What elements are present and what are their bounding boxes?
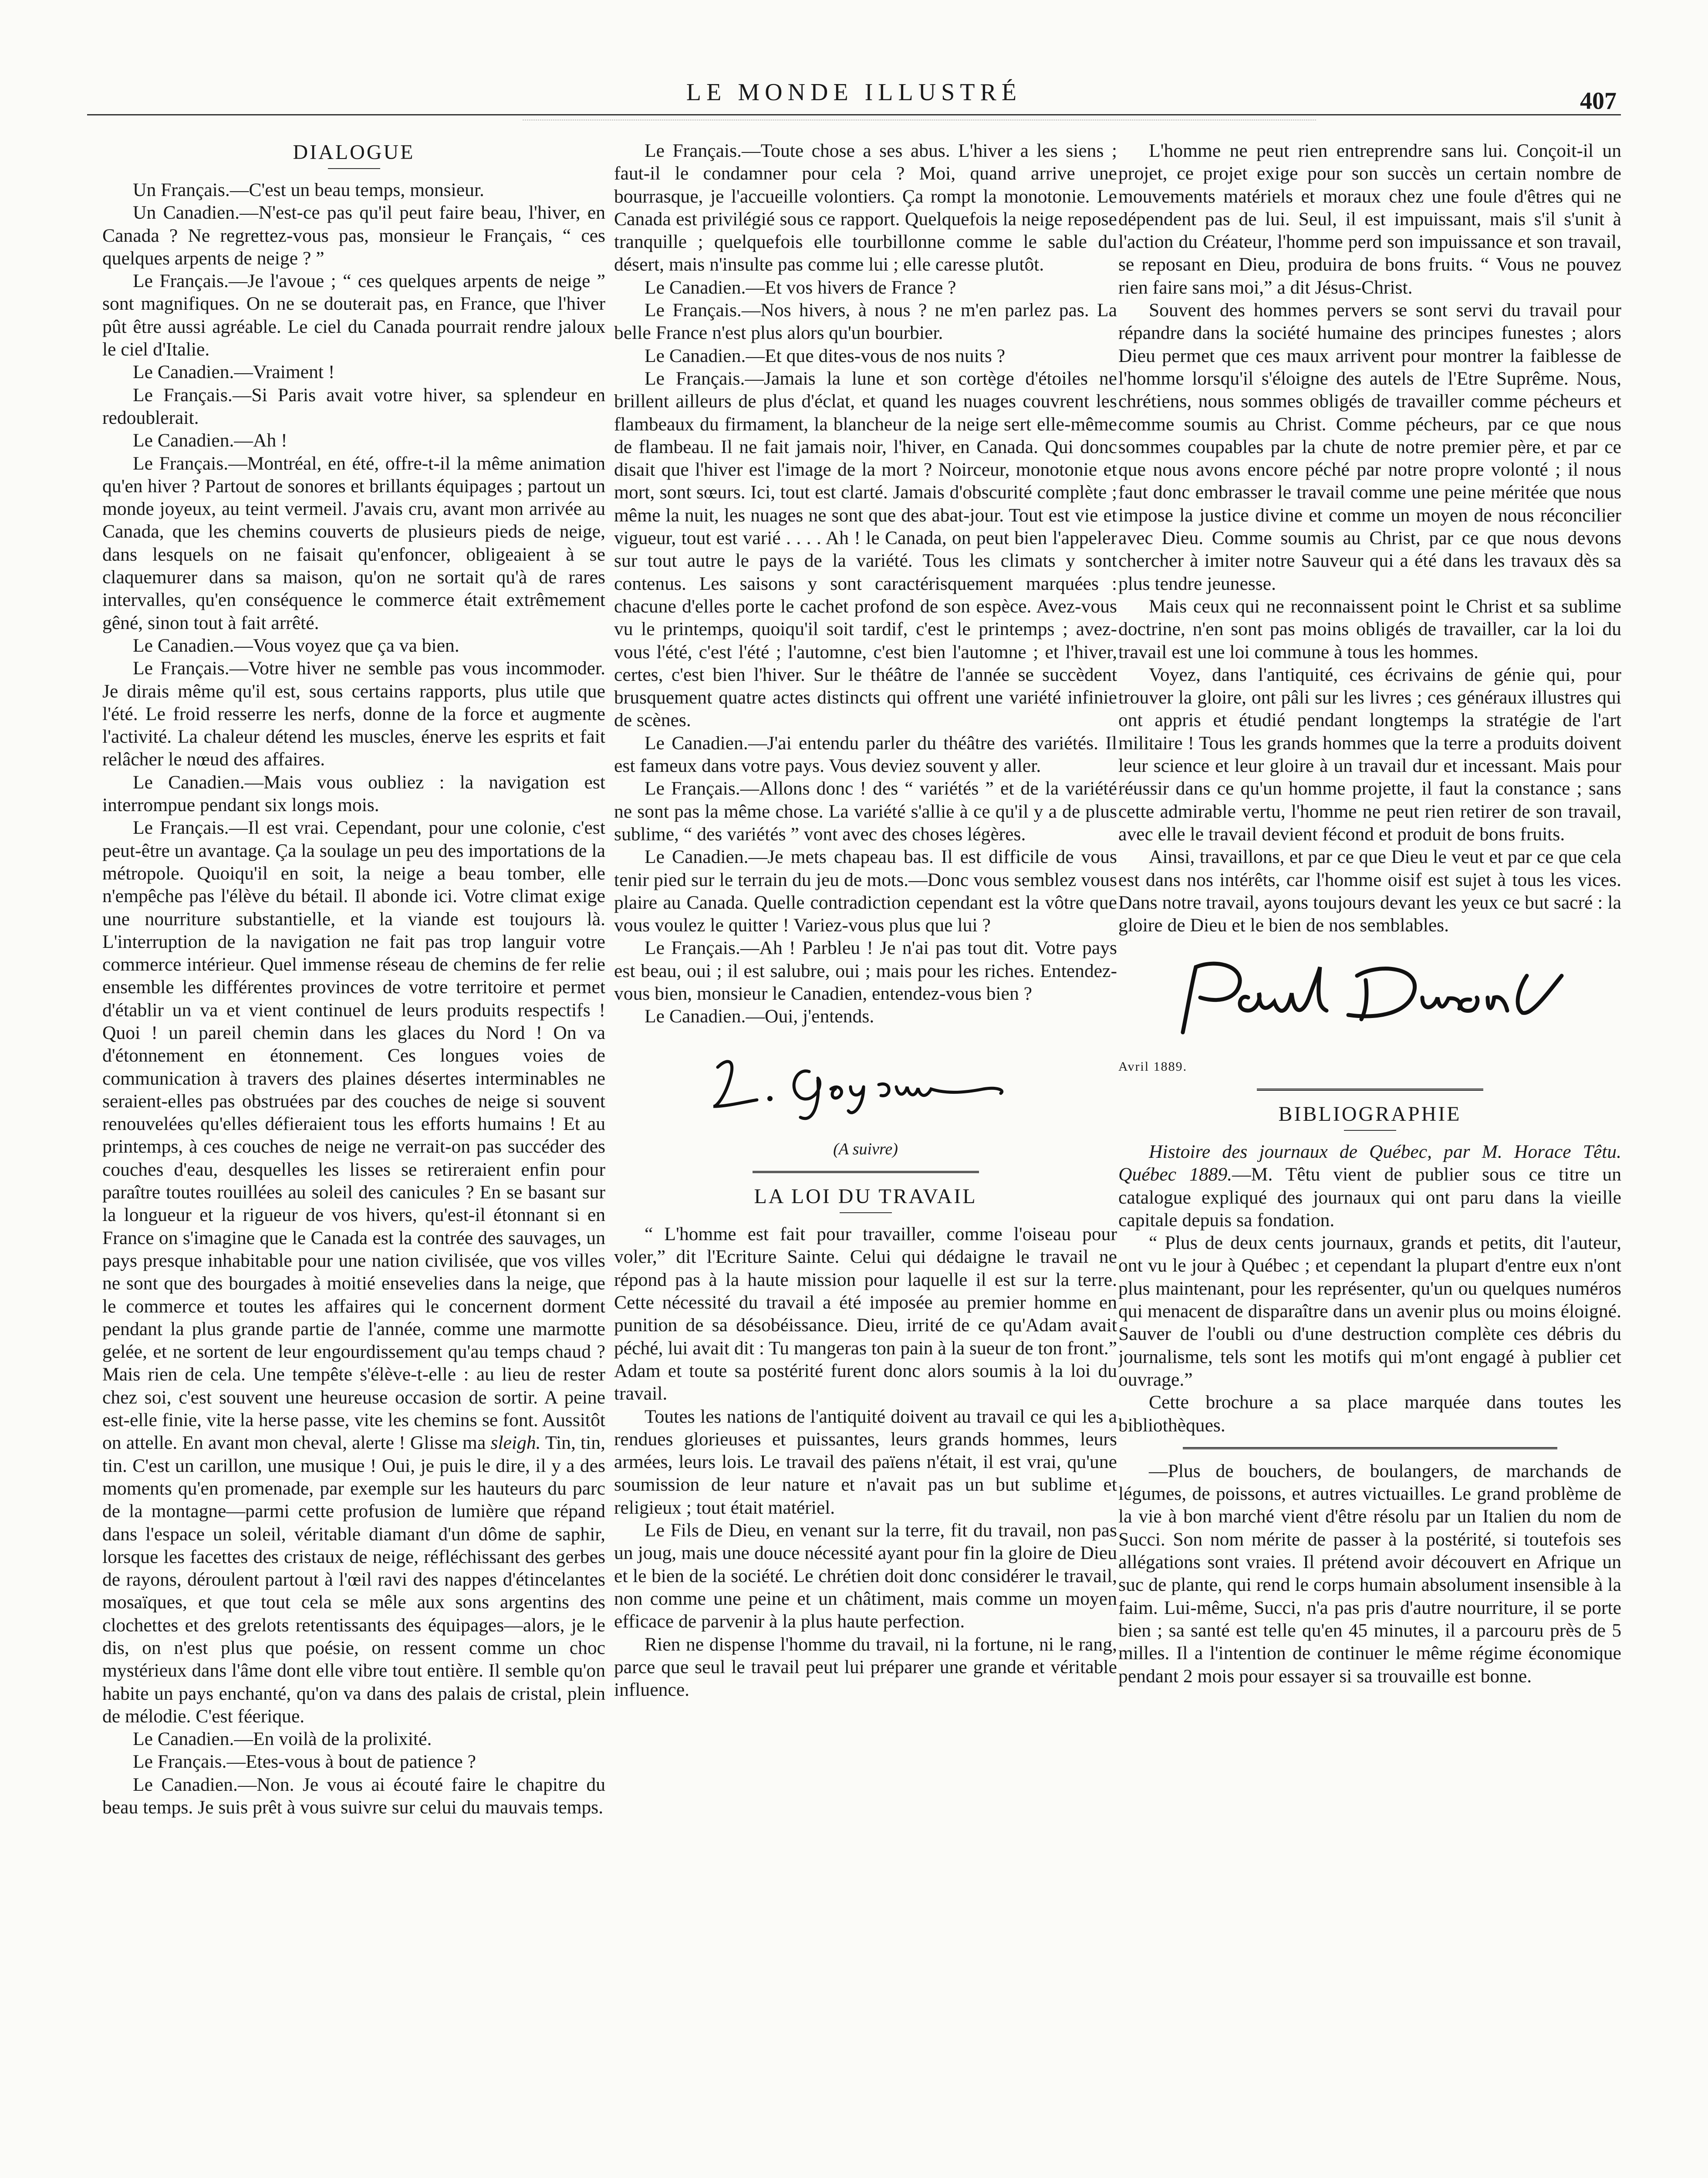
gougeon-signature-image [700, 1041, 1031, 1128]
loi-paragraph: “ L'homme est fait pour travailler, comme l'oiseau pour voler,” dit l'Ecriture Sainte. Celui qui dédaigne le travail ne répond pas à la haute mission pour laquelle il est sur la terre. Cette nécessité du travail a été imposée au premier homme en punition de sa désobéissance. Dieu, irrité de ce qu'Adam avait péché, lui avait dit : Tu mangeras ton pain à la sueur de ton front.” Adam et toute sa postérité furent donc alors soumis à la loi du travail. [614, 1224, 1117, 1404]
page-number: 407 [1580, 88, 1617, 115]
dialogue-paragraph: Le Canadien.—Mais vous oubliez : la navigation est interrompue pendant six longs mois. [102, 771, 605, 816]
loi-title: LA LOI DU TRAVAIL [754, 1185, 977, 1208]
dialogue-paragraph: Le Français.—Jamais la lune et son cortège d'étoiles ne brillent ailleurs de plus d'éclat, et quand les nuages couvrent les flambeaux du firmament, la blancheur de la neige sert elle-même de flambeau. Il ne fait jamais noir, l'hiver, en Canada. Qui donc disait que l'hiver est l'image de la mort ? Noirceur, monotonie et mort, sont sœurs. Ici, tout est clarté. Jamais d'obscurité complète ; même la nuit, les nuages ne sont que des abat-jour. Tout est vie et vigueur, tout est varié . . . . Ah ! le Canada, on peut bien l'appeler sur tout autre le pays de la variété. Tous les climats y sont contenus. Les saisons y sont caractérisquement marquées : chacune d'elles porte le cachet profond de son espèce. Avez-vous vu le printemps, quoiqu'il soit tardif, c'est le printemps ; avez-vous l'été, c'est l'été ; l'automne, c'est bien l'automne ; et l'hiver, certes, c'est bien l'hiver. Sur le théâtre de l'année se succèdent brusquement quatre actes distincts qui offrent une variété infinie de scènes. [614, 368, 1117, 731]
loi-paragraph: Souvent des hommes pervers se sont servi du travail pour répandre dans la société humaine des principes funestes ; alors Dieu permet que ces maux arrivent pour montrer la faiblesse de l'homme lorsqu'il s'éloigne des autels de l'Etre Suprême. Nous, chrétiens, nous sommes obligés de travailler comme pécheurs et comme soumis au Christ. Comme pécheurs, par ce que nous sommes coupables par la chute de notre premier père, et par ce que nous avons encore péché par notre propre volonté ; il nous faut donc embrasser le travail comme une peine méritée que nous impose la justice divine et comme un moyen de nous réconcilier avec Dieu. Comme soumis au Christ, par ce que nous devons chercher à imiter notre Sauveur qui a été dans les travaux dès sa plus tendre jeunesse. [1118, 300, 1621, 594]
dialogue-paragraph: Le Canadien.—Oui, j'entends. [645, 1006, 874, 1027]
dialogue-paragraph: Le Canadien.—Je mets chapeau bas. Il est difficile de vous tenir pied sur le terrain du jeu de mots.—Donc vous semblez vous plaire au Canada. Quelle contradiction cependant est la vôtre que vous voulez le quitter ! Variez-vous plus que lui ? [614, 846, 1117, 936]
durand-signature-image [1152, 950, 1588, 1045]
bibliographie-paragraph: “ Plus de deux cents journaux, grands et petits, dit l'auteur, ont vu le jour à Québec ; et cependant la plupart d'entre eux n'ont plus maintenant, pour les représenter, qu'un ou quelques numéros qui menacent de disparaître dans un avenir plus ou moins éloigné. Sauver de l'oubli ou d'une destruction complète ces débris du journalisme, tels sont les motifs qui m'ont engagé à publier cet ouvrage.” [1118, 1232, 1621, 1390]
dialogue-text: Tin, tin, tin. C'est un carillon, une musique ! Oui, je puis le dire, il y a des moments qu'en promenade, par exemple sur les hauteurs du parc de la montagne—parmi cette profusion de lumière que répand dans l'espace un soleil, véritable diamant d'un dôme de saphir, lorsque les facettes des cristaux de neige, réfléchissant des gerbes de rayons, déroulent partout à l'œil ravi des nappes d'étincelantes mosaïques, et que tout cela se mêle aux sons argentins des clochettes et des grelots retentissants des équipages—alors, je le dis, on n'est plus que poésie, on ressent comme un choc mystérieux dans l'âme dont elle vibre tout entière. Il semble qu'on habite un pays enchanté, qu'on va dans des palais de cristal, plein de mélodie. C'est féerique. [102, 1432, 605, 1727]
dialogue-paragraph: Le Canadien.—J'ai entendu parler du théâtre des variétés. Il est fameux dans votre pays. Vous deviez souvent y aller. [614, 732, 1117, 777]
loi-paragraph: Toutes les nations de l'antiquité doivent au travail ce qui les a rendues glorieuses et puissantes, leurs grands hommes, leurs armées, leurs lois. Le travail des païens n'était, il est vrai, qu'une soumission de leur nature et n'avait pas un but sublime et religieux ; tout était matériel. [614, 1406, 1117, 1518]
masthead-title: LE MONDE ILLUSTRÉ [686, 79, 1022, 106]
gougeon-signature [614, 1041, 1117, 1133]
dialogue-paragraph: Le Canadien.—Non. Je vous ai écouté faire le chapitre du beau temps. Je suis prêt à vous suivre sur celui du mauvais temps. [102, 1774, 605, 1818]
loi-paragraph: Rien ne dispense l'homme du travail, ni la fortune, ni le rang, parce que seul le travail peut lui préparer une grande et véritable influence. [614, 1634, 1117, 1701]
column-3 [1118, 139, 1621, 2178]
dialogue-paragraph: Le Français.—Toute chose a ses abus. L'hiver a les siens ; faut-il le condamner pour cela ? Moi, quand arrive une bourrasque, je l'accueille volontiers. Ça rompt la monotonie. Le Canada est privilégié sous ce rapport. Quelquefois la neige repose tranquille ; quelquefois elle tourbillonne comme le sable du désert, mais n'insulte pas comme lui ; elle caresse plutôt. [614, 140, 1117, 275]
dialogue-paragraph: Le Canadien.—En voilà de la prolixité. [133, 1728, 432, 1750]
dialogue-paragraph: Le Français.—Montréal, en été, offre-t-il la même animation qu'en hiver ? Partout de sonores et brillants équipages ; partout un monde joyeux, au teint vermeil. J'avais cru, avant mon arrivée au Canada, que les chemins couverts de plusieurs pieds de neige, dans lesquels on ne faisait qu'enfoncer, obligeaient à se claquemurer dans sa maison, qu'on ne sortait qu'à de rares intervalles, qu'en conséquence le commerce était extrêmement gêné, sinon tout à fait arrêté. [102, 453, 605, 633]
fait-divers-paragraph: —Plus de bouchers, de boulangers, de marchands de légumes, de poissons, et autres victuailles. Le grand problème de la vie à bon marché vient d'être résolu par un Italien du nom de Succi. Son nom mérite de passer à la postérité, si toutefois ses allégations sont vraies. Il prétend avoir découvert en Afrique un suc de plante, qui rend le corps humain absolument insensible à la faim. Lui-même, Succi, n'a pas pris d'autre nourriture, il se porte bien ; sa santé est telle qu'en 45 minutes, il a parcouru près de 5 milles. Il a l'intention de continuer le même régime économique pendant 2 mois pour essayer si sa trouvaille est bonne. [1118, 1460, 1621, 1687]
dialogue-paragraph [102, 816, 605, 1728]
bibliographie-lead [1118, 1140, 1621, 1231]
loi-paragraph: L'homme ne peut rien entreprendre sans lui. Conçoit-il un projet, ce projet exige pour son succès un certain nombre de mouvements matériels et moraux chez une foule d'êtres qui ne dépendent pas de lui. Seul, il est impuissant, mais s'il s'unit à l'action du Créateur, l'homme perd son impuissance et son travail, se reposant en Dieu, produira de bons fruits. “ Vous ne pouvez rien faire sans moi,” a dit Jésus-Christ. [1118, 140, 1621, 298]
book-title: Histoire des journaux de Québec, par M. Horace Têtu. Québec 1889. [1118, 1141, 1621, 1185]
dialogue-paragraph: Le Français.—Nos hivers, à nous ? ne m'en parlez pas. La belle France n'est plus alors qu'un bourbier. [614, 300, 1117, 344]
dialogue-paragraph: Le Canadien.—Vous voyez que ça va bien. [133, 635, 459, 656]
dialogue-paragraph: Le Canadien.—Vraiment ! [133, 362, 335, 383]
loi-paragraph: Ainsi, travaillons, et par ce que Dieu le veut et par ce que cela est dans nos intérêts, car l'homme oisif est sujet à tous les vices. Dans notre travail, ayons toujours devant les yeux ce but sacré : la gloire de Dieu et le bien de nos semblables. [1118, 846, 1621, 936]
dialogue-paragraph: Le Canadien.—Et vos hivers de France ? [645, 277, 956, 298]
dialogue-title: DIALOGUE [293, 141, 415, 164]
dialogue-paragraph: Le Français.—Si Paris avait votre hiver, sa splendeur en redoublerait. [102, 384, 605, 428]
signature-date: Avril 1889. [1118, 1059, 1188, 1074]
dialogue-paragraph: Le Français.—Allons donc ! des “ variétés ” et de la variété ne sont pas la même chose. La variété s'allie à ce qu'il y a de plus sublime, “ des variétés ” vont avec des choses légères. [614, 778, 1117, 845]
header-rule [87, 114, 1621, 115]
loi-paragraph: Le Fils de Dieu, en venant sur la terre, fit du travail, non pas un joug, mais une douce nécessité ayant pour fin la gloire de Dieu et le bien de la société. Le chrétien doit donc considérer le travail, non comme une peine et un châtiment, mais comme un moyen efficace de parvenir à la plus haute perfection. [614, 1520, 1117, 1632]
title-rule [328, 168, 380, 169]
column-1 [102, 139, 605, 2178]
dialogue-paragraph: Un Français.—C'est un beau temps, monsieur. [133, 179, 484, 200]
bibliographie-title: BIBLIOGRAPHIE [1278, 1102, 1462, 1126]
dialogue-paragraph: Le Canadien.—Et que dites-vous de nos nuits ? [645, 345, 1006, 366]
column-2 [614, 139, 1117, 2178]
dialogue-text: Le Français.—Il est vrai. Cependant, pour une colonie, c'est peut-être un avantage. Ça la soulage un peu des importations de la métropole. Quoiqu'il en soit, la neige a beau tomber, elle n'empêche pas l'élève du bétail. Il abonde ici. Votre climat exige une nourriture substantielle, et la viande est toujours là. L'interruption de la navigation ne fait pas trop languir votre commerce intérieur. Quel immense réseau de chemins de fer relie ensemble les différentes provinces de votre territoire et permet d'établir un va et vient continuel de leurs produits respectifs ! Quoi ! un pareil chemin dans les glaces du Nord ! On va d'étonnement en étonnement. Ces longues voies de communication à travers des plaines désertes interminables ne seraient-elles pas obstruées par des couches de neige si souvent renouvelées qu'elles défieraient tous les efforts humains ! Et au printemps, à ces couches de neige ne verrait-on pas succéder des couches d'eau, desquelles les lisses se retireraient enfin pour paraître toutes rouillées au soleil des canicules ? En se basant sur la longueur et la rigueur de vos hivers, qu'est-il étonnant si en France on s'imagine que le Canada est la contrée des sauvages, un pays presque inhabitable pour une nation civilisée, que vos villes ne sont que des bourgades à moitié ensevelies dans la neige, que le commerce et toutes les affaires qui le concernent dorment pendant la plus grande partie de l'année, comme une marmotte gelée, et ne sortent de leur engourdissement qu'au temps chaud ? Mais rien de cela. Une tempête s'élève-t-elle : au lieu de rester chez soi, c'est souvent une heureuse occasion de sortir. A peine est-elle finie, vite la herse passe, vite les chemins se font. Aussitôt on attelle. En avant mon cheval, alerte ! Glisse ma [102, 817, 605, 1454]
dialogue-paragraph: Le Canadien.—Ah ! [133, 430, 287, 451]
section-separator [1183, 1447, 1557, 1449]
title-rule [1344, 1130, 1396, 1131]
dialogue-paragraph: Le Français.—Je l'avoue ; “ ces quelques arpents de neige ” sont magnifiques. On ne se douterait pas, en France, que l'hiver pût être aussi agréable. Le ciel du Canada pourrait rendre jaloux le ciel d'Italie. [102, 271, 605, 360]
dialogue-italic-word: sleigh. [490, 1432, 541, 1454]
dialogue-paragraph: Un Canadien.—N'est-ce pas qu'il peut faire beau, l'hiver, en Canada ? Ne regrettez-vous pas, monsieur le Français, “ ces quelques arpents de neige ? ” [102, 202, 605, 269]
dialogue-paragraph: Le Français.—Etes-vous à bout de patience ? [133, 1751, 476, 1772]
section-separator [1257, 1089, 1483, 1091]
dialogue-paragraph: Le Français.—Votre hiver ne semble pas vous incommoder. Je dirais même qu'il est, sous certains rapports, plus utile que l'été. Le froid resserre les nerfs, donne de la force et augmente l'activité. La chaleur détend les muscles, énerve les esprits et fait relâcher le nœud des affaires. [102, 658, 605, 770]
loi-paragraph: Voyez, dans l'antiquité, ces écrivains de génie qui, pour trouver la gloire, ont pâli sur les livres ; ces généraux illustres qui ont appris et étudié pendant longtemps la stratégie de l'art militaire ! Tous les grands hommes que la terre a produits doivent leur science et leur gloire à un travail dur et incessant. Mais pour réussir dans ce qu'un homme projette, il faut la constance ; sans cette admirable vertu, l'homme ne peut rien retirer de son travail, avec elle le travail devient fécond et produit de bons fruits. [1118, 664, 1621, 845]
continued-note: (A suivre) [833, 1140, 898, 1158]
loi-paragraph: Mais ceux qui ne reconnaissent point le Christ et sa sublime doctrine, n'en sont pas moins obligés de travailler, car la loi du travail est une loi commune à tous les hommes. [1118, 595, 1621, 663]
bibliographie-paragraph: Cette brochure a sa place marquée dans toutes les bibliothèques. [1118, 1392, 1621, 1436]
dialogue-paragraph: Le Français.—Ah ! Parbleu ! Je n'ai pas tout dit. Votre pays est beau, oui ; il est salubre, oui ; mais pour les riches. Entendez-vous bien, monsieur le Canadien, entendez-vous bien ? [614, 937, 1117, 1004]
bibliographie-lead-text: —M. Têtu vient de publier sous ce titre un catalogue expliqué des journaux qui ont paru dans la vieille capitale depuis sa fondation. [1118, 1164, 1621, 1231]
durand-signature [1118, 950, 1621, 1051]
section-separator [753, 1171, 979, 1173]
title-rule [840, 1212, 892, 1213]
